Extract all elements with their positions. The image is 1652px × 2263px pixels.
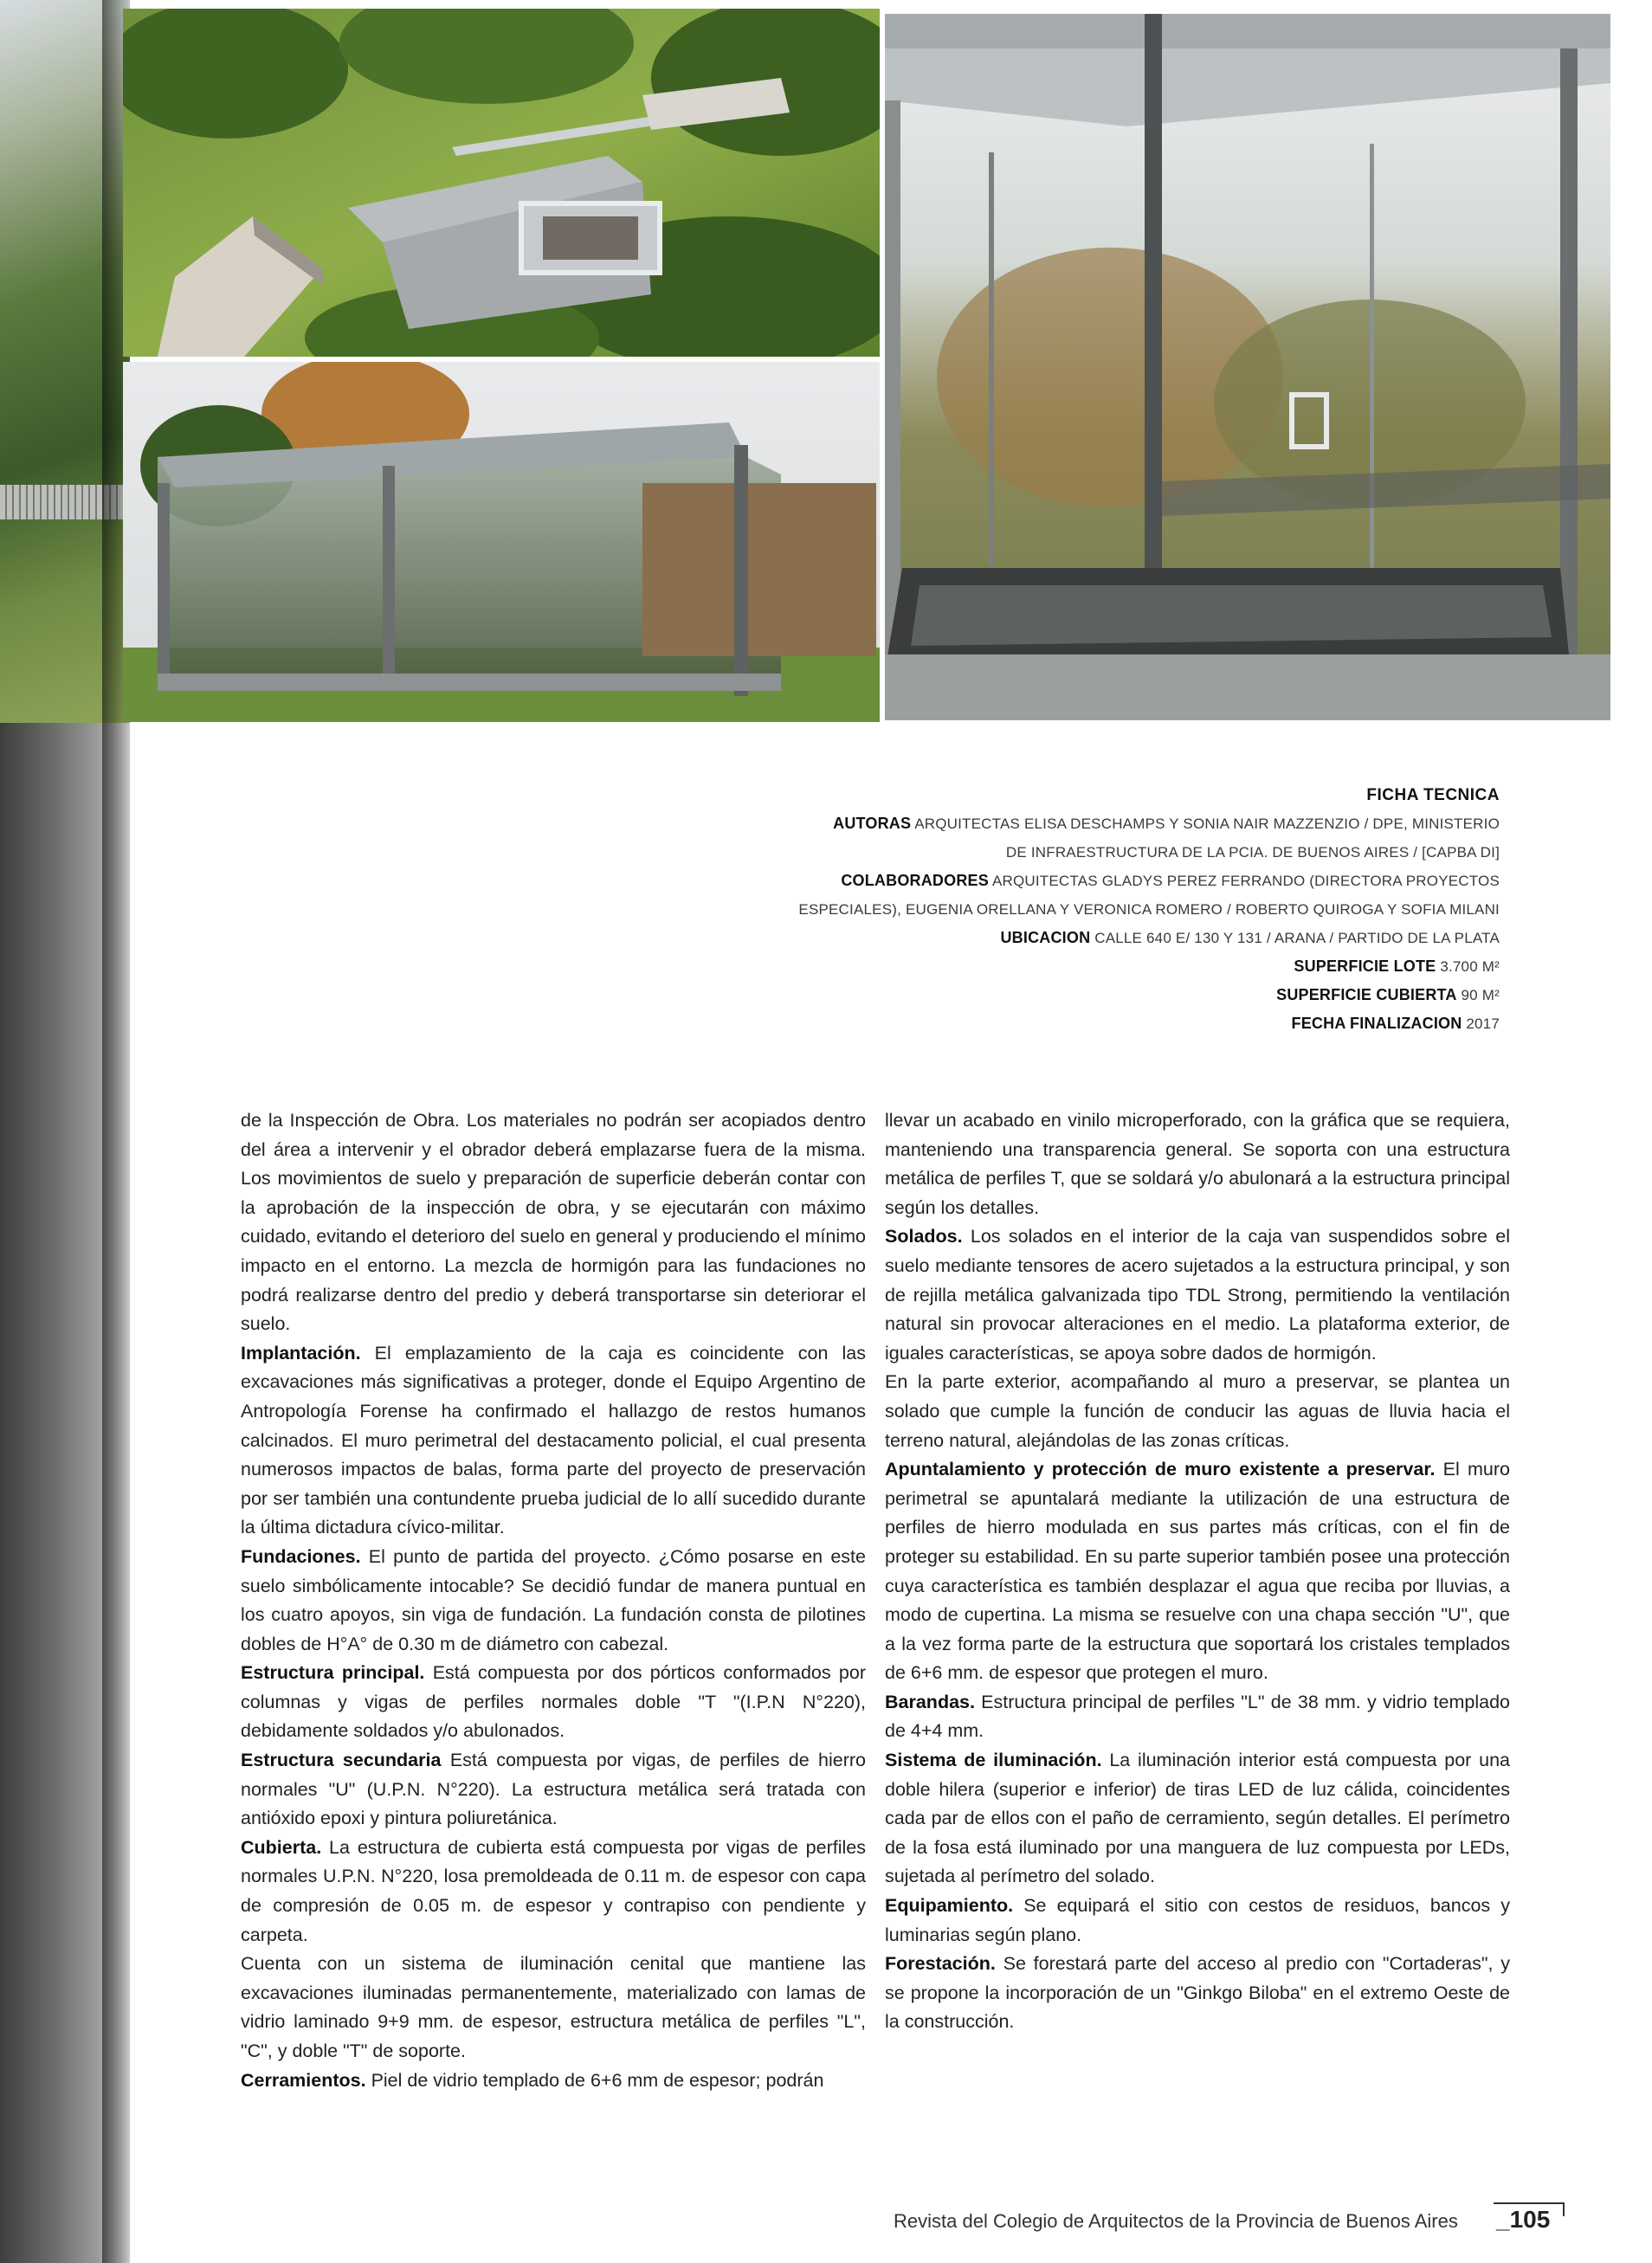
paragraph	[885, 1950, 1510, 2037]
journal-footer: Revista del Colegio de Arquitectos de la Provincia de Buenos Aires	[894, 2210, 1458, 2232]
glass-box-exterior-photo	[123, 362, 880, 722]
paragraph	[885, 1106, 1510, 1222]
paragraph-text: La iluminación interior está compuesta por una doble hilera (superior e inferior) de tiras LED de luz cálida, coincidentes cada par de ellos con el paño de cerramiento, según detalles. El perímetro de la fosa está iluminado por una manguera de luz compuesta por LEDs, sujetada al perímetro del solado.	[885, 1750, 1510, 1887]
paragraph-lead: Forestación.	[885, 1953, 996, 1975]
paragraph-text: Los solados en el interior de la caja van suspendidos sobre el suelo mediante tensores de acero sujetados a la estructura principal, y son de rejilla metálica galvanizada tipo TDL Strong, permitiendo la ventilación natural sin provocar alteraciones en el medio. La plataforma exterior, de iguales características, se apoya sobre dados de hormigón.	[885, 1226, 1510, 1364]
paragraph	[241, 1339, 866, 1543]
paragraph	[241, 1950, 866, 2066]
autoras-value-1: ARQUITECTAS ELISA DESCHAMPS Y SONIA NAIR MAZZENZIO / DPE, MINISTERIO	[914, 816, 1500, 832]
ficha-colaboradores	[634, 867, 1500, 895]
paragraph-text: llevar un acabado en vinilo microperforado, con la gráfica que se requiera, manteniendo una transparencia general. Se soporta con una estructura metálica de perfiles T, que se soldará y/o abulonará a la estructura principal según los detalles.	[885, 1110, 1510, 1218]
paragraph	[885, 1455, 1510, 1688]
colaboradores-value-1: ARQUITECTAS GLADYS PEREZ FERRANDO (DIRECTORA PROYECTOS	[991, 873, 1500, 889]
page-number: _105	[1496, 2206, 1551, 2233]
paragraph	[885, 1222, 1510, 1368]
paragraph-lead: Implantación.	[241, 1342, 361, 1364]
sup-lote-label: SUPERFICIE LOTE	[1294, 957, 1436, 975]
paragraph-lead: Equipamiento.	[885, 1895, 1014, 1917]
fecha-label: FECHA FINALIZACION	[1291, 1015, 1462, 1032]
autoras-value-2: DE INFRAESTRUCTURA DE LA PCIA. DE BUENOS AIRES / [CAPBA DI]	[1005, 844, 1500, 861]
body-column-left	[241, 1106, 866, 2095]
paragraph-text: Estructura principal de perfiles "L" de 38 mm. y vidrio templado de 4+4 mm.	[885, 1691, 1510, 1742]
paragraph-lead: Sistema de iluminación.	[885, 1750, 1102, 1771]
paragraph	[241, 1834, 866, 1950]
paragraph	[241, 1746, 866, 1834]
technical-sheet	[634, 781, 1500, 1038]
aerial-view-photo	[123, 9, 880, 357]
paragraph-text: de la Inspección de Obra. Los materiales no podrán ser acopiados dentro del área a intervenir y el obrador deberá emplazarse fuera de la misma. Los movimientos de suelo y preparación de superficie deberán contar con la aprobación de la inspección de obra, y se ejecutarán con máximo cuidado, evitando el deterioro del suelo en general y produciendo el mínimo impacto en el entorno. La mezcla de hormigón para las fundaciones no podrá realizarse dentro del predio y deberá transportarse sin deteriorar el suelo.	[241, 1110, 866, 1335]
paragraph	[885, 1688, 1510, 1746]
paragraph-lead: Fundaciones.	[241, 1545, 361, 1567]
page-number-tick	[1563, 2202, 1565, 2216]
autoras-label: AUTORAS	[833, 815, 912, 832]
paragraph	[241, 1106, 866, 1339]
paragraph	[241, 2066, 866, 2096]
paragraph-text: El emplazamiento de la caja es coincidente con las excavaciones más significativas a proteger, donde el Equipo Argentino de Antropología Forense ha confirmado el hallazgo de restos humanos calcinados. El muro perimetral del destacamento policial, el cual presenta numerosos impactos de balas, forma parte del proyecto de preservación por ser también una contundente prueba judicial de lo allí sucedido durante la última dictadura cívico-militar.	[241, 1342, 866, 1538]
body-column-right	[885, 1106, 1510, 2037]
paragraph-lead: Cubierta.	[241, 1836, 322, 1858]
sup-lote-value: 3.700 M²	[1440, 958, 1500, 975]
ubicacion-value: CALLE 640 E/ 130 Y 131 / ARANA / PARTIDO DE LA PLATA	[1094, 930, 1500, 946]
ficha-autoras	[634, 809, 1500, 838]
paragraph-lead: Estructura principal.	[241, 1662, 425, 1684]
glass-box-interior-photo	[885, 14, 1610, 720]
paragraph	[885, 1368, 1510, 1455]
colaboradores-value-2: ESPECIALES), EUGENIA ORELLANA Y VERONICA ROMERO / ROBERTO QUIROGA Y SOFIA MILANI	[798, 901, 1500, 918]
paragraph-text: Cuenta con un sistema de iluminación cenital que mantiene las excavaciones iluminadas permanentemente, materializado con lamas de vidrio laminado 9+9 mm. de espesor, estructura metálica de perfiles "L", "C", y doble "T" de soporte.	[241, 1953, 866, 2061]
sup-cubierta-label: SUPERFICIE CUBIERTA	[1276, 986, 1457, 1003]
paragraph-lead: Solados.	[885, 1226, 963, 1248]
paragraph	[241, 1543, 866, 1659]
ficha-fecha	[634, 1009, 1500, 1038]
sup-cubierta-value: 90 M²	[1461, 987, 1500, 1003]
paragraph-text: Piel de vidrio templado de 6+6 mm de espesor; podrán	[365, 2069, 824, 2091]
paragraph-text: La estructura de cubierta está compuesta por vigas de perfiles normales U.P.N. N°220, losa premoldeada de 0.11 m. de espesor con capa de compresión de 0.05 m. de espesor y contrapiso con pendiente y carpeta.	[241, 1836, 866, 1945]
paragraph-text: El punto de partida del proyecto. ¿Cómo posarse en este suelo simbólicamente intocable? Se decidió fundar de manera puntual en los cuatro apoyos, sin viga de fundación. La fundación consta de pilotines dobles de H°A° de 0.30 m de diámetro con cabezal.	[241, 1545, 866, 1654]
ficha-superficie-cubierta	[634, 981, 1500, 1009]
paragraph-lead: Apuntalamiento y protección de muro existente a preservar.	[885, 1459, 1436, 1480]
colaboradores-label: COLABORADORES	[841, 872, 989, 889]
paragraph-lead: Barandas.	[885, 1691, 975, 1712]
paragraph-lead: Estructura secundaria	[241, 1750, 442, 1771]
fecha-value: 2017	[1466, 1015, 1500, 1032]
paragraph-lead: Cerramientos.	[241, 2069, 366, 2091]
paragraph-text: Está compuesta por dos pórticos conformados por columnas y vigas de perfiles normales doble "T "(I.P.N N°220), debidamente soldados y/o abulonados.	[241, 1662, 866, 1742]
paragraph	[885, 1892, 1510, 1950]
paragraph-text: Se equipará el sitio con cestos de residuos, bancos y luminarias según plano.	[885, 1895, 1510, 1945]
ficha-heading: FICHA TECNICA	[1366, 786, 1500, 804]
ficha-ubicacion	[634, 924, 1500, 952]
ficha-superficie-lote	[634, 952, 1500, 981]
paragraph-text: Se forestará parte del acceso al predio con "Cortaderas", y se propone la incorporación de un "Ginkgo Biloba" en el extremo Oeste de la construcción.	[885, 1953, 1510, 2033]
ubicacion-label: UBICACION	[1000, 929, 1091, 946]
paragraph-text: En la parte exterior, acompañando al muro a preservar, se plantea un solado que cumple la función de conducir las aguas de lluvia hacia el terreno natural, alejándolas de las zonas críticas.	[885, 1371, 1510, 1451]
paragraph	[241, 1659, 866, 1746]
paragraph	[885, 1746, 1510, 1892]
page-number-rule	[1494, 2202, 1565, 2204]
paragraph-text: El muro perimetral se apuntalará mediante la utilización de una estructura de perfiles de hierro modulada en sus partes más críticas, con el fin de proteger su estabilidad. En su parte superior también posee una protección cuya característica es también desplazar el agua que reciba por lluvias, a modo de cupertina. La misma se resuelve con una chapa sección "U", que a la vez forma parte de la estructura que soportará los cristales templados de 6+6 mm. de espesor que protegen el muro.	[885, 1459, 1510, 1684]
paragraph-text: Está compuesta por vigas, de perfiles de hierro normales "U" (U.P.N. N°220). La estructura metálica será tratada con antióxido epoxi y pintura poliuretánica.	[241, 1750, 866, 1829]
